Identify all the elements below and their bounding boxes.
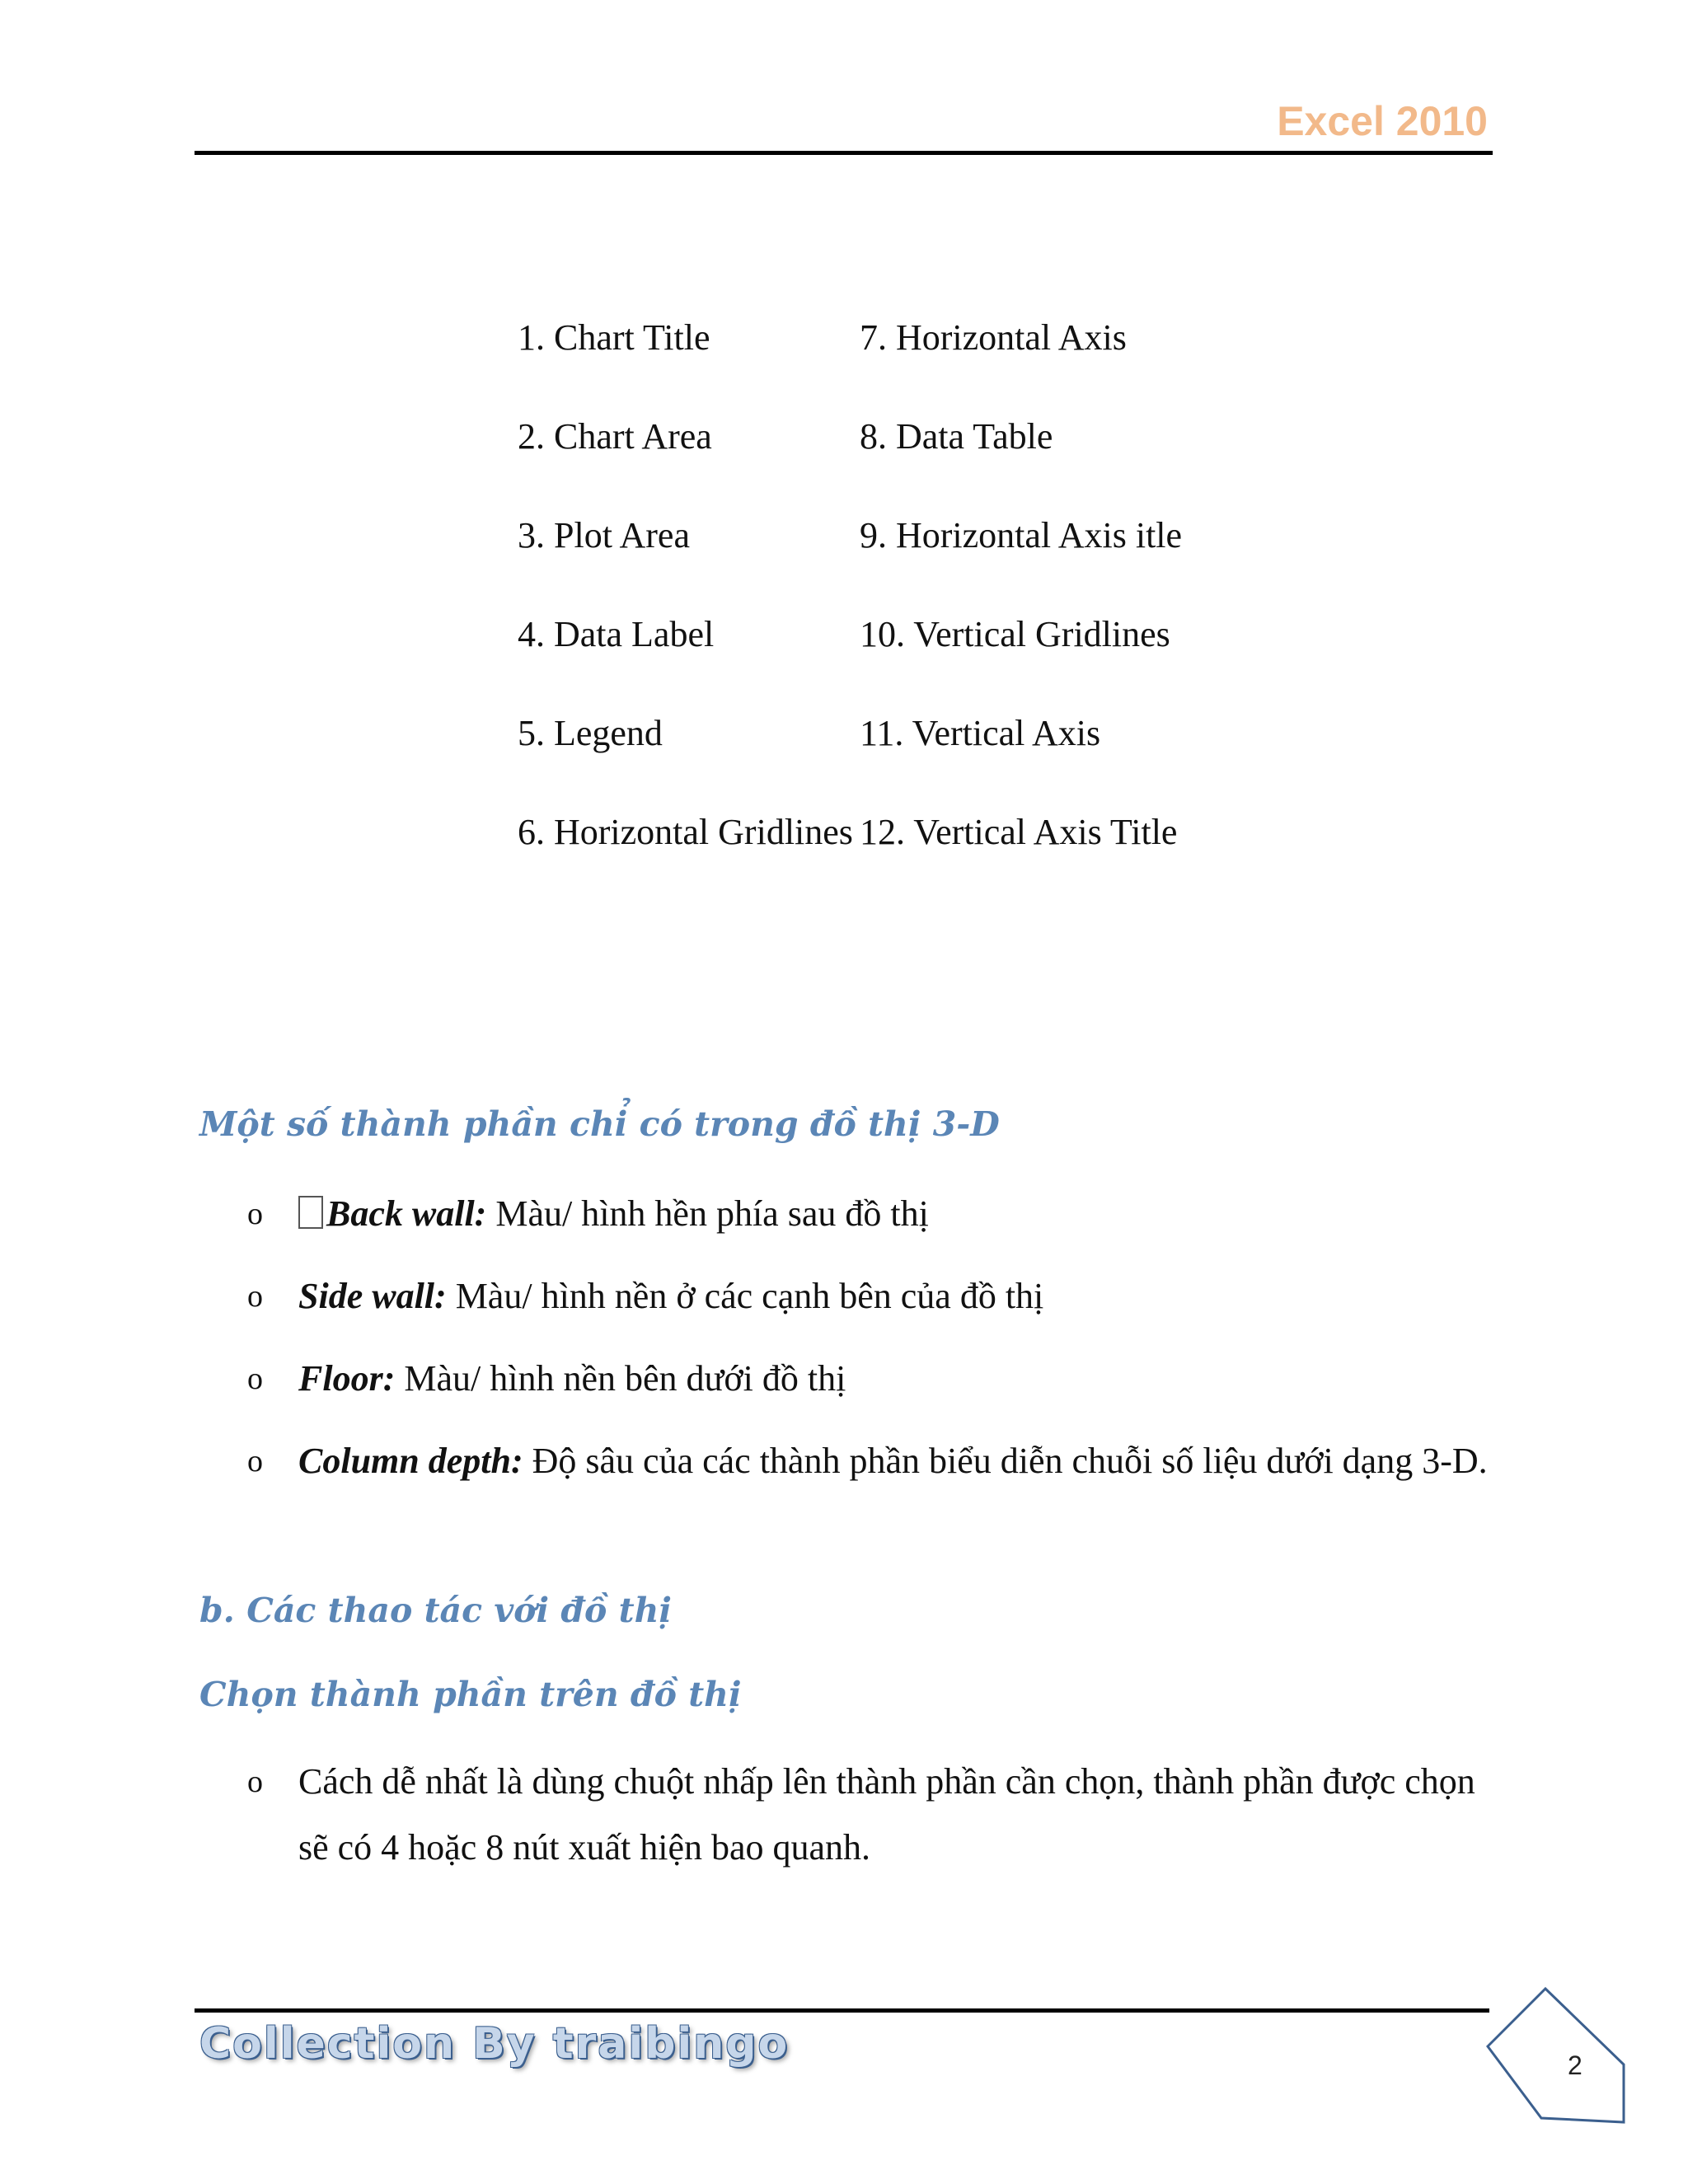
bullet-list-select — [247, 1749, 1500, 1881]
legend-item: 11. Vertical Axis — [860, 713, 1101, 753]
missing-glyph-box — [298, 1196, 323, 1229]
legend-item: 3. Plot Area — [518, 515, 690, 555]
legend-row — [518, 799, 1189, 865]
description: Độ sâu của các thành phần biểu diễn chuỗi số liệu dưới dạng 3-D. — [523, 1441, 1488, 1481]
list-item — [247, 1181, 1500, 1247]
legend-item: 6. Horizontal Gridlines — [518, 812, 853, 852]
legend-item: 4. Data Label — [518, 614, 715, 654]
legend-item: 1. Chart Title — [518, 317, 710, 358]
list-item — [247, 1263, 1500, 1329]
legend-item: 7. Horizontal Axis — [860, 317, 1127, 358]
legend-row — [518, 701, 1189, 766]
legend-item: 8. Data Table — [860, 416, 1053, 457]
term: Floor: — [298, 1358, 396, 1399]
header-rule — [195, 151, 1493, 155]
legend-row — [518, 602, 1189, 668]
section-heading-operations: b. Các thao tác với đồ thị — [199, 1591, 672, 1630]
page-number: 2 — [1568, 2050, 1582, 2080]
legend-item: 12. Vertical Axis Title — [860, 812, 1178, 852]
section-heading-3d: Một số thành phần chỉ có trong đồ thị 3-D — [199, 1104, 1000, 1144]
description: Màu/ hình hền phía sau đồ thị — [486, 1193, 929, 1234]
legend-item: 5. Legend — [518, 713, 663, 753]
bullet-marker: o — [247, 1765, 263, 1799]
description: Màu/ hình nền ở các cạnh bên của đồ thị — [446, 1276, 1044, 1316]
description: Cách dễ nhất là dùng chuột nhấp lên thành phần cần chọn, thành phần được chọn sẽ có 4 hoặc 8 nút xuất hiện bao quanh. — [298, 1761, 1475, 1868]
description: Màu/ hình nền bên dưới đồ thị — [395, 1358, 846, 1399]
bullet-marker: o — [247, 1361, 263, 1396]
bullet-list-3d — [247, 1181, 1500, 1494]
legend-item: 10. Vertical Gridlines — [860, 614, 1170, 654]
list-item — [247, 1749, 1500, 1881]
term: Side wall: — [298, 1276, 447, 1316]
legend-row — [518, 404, 1189, 470]
bullet-marker: o — [247, 1279, 263, 1314]
page-number-badge — [1484, 1982, 1632, 2126]
list-item — [247, 1346, 1500, 1412]
legend-row — [518, 305, 1189, 371]
bullet-marker: o — [247, 1444, 263, 1479]
legend-item: 2. Chart Area — [518, 416, 712, 457]
term: Back wall: — [326, 1193, 487, 1234]
chart-elements-list — [518, 305, 1189, 865]
bullet-marker: o — [247, 1197, 263, 1231]
legend-item: 9. Horizontal Axis itle — [860, 515, 1183, 555]
section-heading-select: Chọn thành phần trên đồ thị — [199, 1675, 742, 1714]
legend-row — [518, 503, 1189, 569]
list-item — [247, 1428, 1500, 1494]
term: Column depth: — [298, 1441, 523, 1481]
header-title: Excel 2010 — [1277, 98, 1488, 144]
footer-brand: Collection By traibingo — [199, 2019, 790, 2069]
footer-rule — [195, 2008, 1489, 2013]
